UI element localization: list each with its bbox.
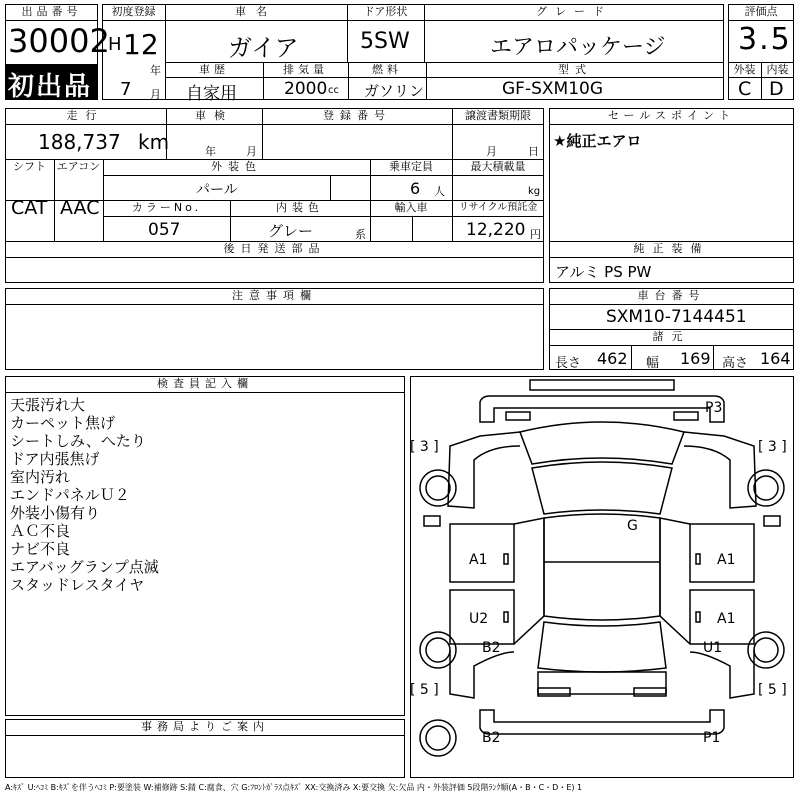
car-name: ガイア (228, 34, 299, 62)
model-label: 型式 (558, 63, 592, 76)
inspector-note: エアバッグランプ点滅 (10, 558, 159, 576)
car-name-label: 車名 (235, 5, 277, 18)
tire-rear-left-tread: [ 5 ] (410, 682, 439, 698)
ext-color-label: 外装色 (211, 160, 262, 173)
chassis-number: SXM10-7144451 (606, 307, 747, 327)
ac: AAC (60, 197, 100, 219)
int-color-label: 内装色 (276, 201, 324, 214)
model: GF-SXM10G (502, 79, 603, 99)
shift: CAT (11, 197, 48, 219)
capacity: 6 (410, 179, 421, 198)
equipment-label: 純正装備 (633, 242, 710, 255)
recycle-unit: 円 (530, 228, 541, 241)
inspector-note: エンドパネルＵ２ (10, 486, 130, 504)
length-label: 長さ (555, 356, 582, 371)
inspector-note: 天張汚れ大 (10, 396, 86, 414)
inspector-note: ＡＣ不良 (10, 522, 71, 540)
inspector-notes (10, 396, 159, 594)
int-color: グレー (268, 222, 314, 240)
score: 3.5 (738, 22, 792, 57)
damage-mark-b2-left: B2 (482, 640, 501, 656)
width: 169 (680, 349, 711, 368)
reg-year: 12 (123, 28, 159, 61)
mileage-unit: km (138, 130, 170, 154)
dims-label: 諸元 (652, 330, 691, 343)
displacement-unit: cc (328, 85, 339, 96)
displacement: 2000 (284, 79, 328, 99)
sales-point-text: ★純正エアロ (553, 132, 642, 150)
inspector-note: ドア内張焦げ (10, 450, 100, 468)
length: 462 (597, 349, 628, 368)
month-unit: 月 (150, 88, 161, 101)
grade: エアロパッケージ (490, 35, 666, 60)
mileage: 188,737 (38, 130, 121, 154)
first-listing-badge: 初出品 (8, 72, 93, 102)
import-label: 輸入車 (394, 201, 428, 214)
chassis-label: 車台番号 (637, 289, 706, 302)
insp-year-unit: 年 (205, 145, 216, 158)
era: H (108, 34, 122, 55)
fuel-label: 燃料 (372, 63, 402, 76)
max-load-unit: kg (528, 186, 541, 197)
damage-mark-u2: U2 (469, 611, 489, 627)
inspector-note: スタッドレスタイヤ (10, 576, 145, 594)
capacity-label: 乗車定員 (389, 160, 433, 173)
ac-label: エアコン (56, 160, 101, 173)
office-label: 事務局よりご案内 (141, 720, 269, 733)
damage-mark-b2-rear: B2 (482, 730, 501, 746)
tire-rear-right-tread: [ 5 ] (758, 682, 787, 698)
ext-color: パール (196, 182, 238, 198)
damage-mark-u1: U1 (703, 640, 723, 656)
caution-label: 注意事項欄 (232, 289, 317, 302)
transfer-month-unit: 月 (486, 145, 497, 158)
door-label: ドア形状 (363, 5, 408, 18)
damage-mark-p3: P3 (705, 400, 723, 416)
damage-mark-g: G (627, 518, 638, 534)
damage-mark-a1-right2: A1 (717, 611, 736, 627)
color-no-label: カラーNo. (131, 201, 202, 214)
inspector-note: カーペット焦げ (10, 414, 116, 432)
mileage-label: 走行 (66, 109, 105, 122)
capacity-unit: 人 (434, 185, 445, 198)
interior-grade: D (769, 78, 784, 100)
tire-front-left-tread: [ 3 ] (410, 439, 439, 455)
recycle-fee: 12,220 (466, 220, 526, 240)
legend: A:ｷｽﾞ U:ﾍｺﾐ B:ｷｽﾞを伴うﾍｺﾐ P:要塗装 W:補修跡 S:錆 C:腐食、穴 G:ﾌﾛﾝﾄｶﾞﾗｽ点ｷｽﾞ XX:交換済み X:要交換 欠:欠品 内・外装評価 5段階ﾗﾝｸ順(A・B・C・D・E) 1 (5, 783, 583, 792)
inspection-label: 車検 (195, 109, 233, 122)
damage-mark-a1-right: A1 (717, 552, 736, 568)
inspector-note: シートしみ、へたり (10, 432, 146, 450)
color-no: 057 (148, 220, 181, 240)
reg-month: 7 (120, 79, 132, 100)
max-load-label: 最大積載量 (470, 160, 526, 173)
later-parts-label: 後日発送部品 (223, 242, 326, 255)
history: 自家用 (186, 84, 237, 104)
int-color-unit: 系 (355, 228, 366, 241)
displacement-label: 排気量 (283, 63, 328, 76)
insp-month-unit: 月 (246, 145, 257, 158)
exterior-grade: C (738, 78, 752, 100)
height-label: 高さ (722, 356, 749, 371)
history-label: 車歴 (199, 63, 229, 76)
first-reg-label: 初度登録 (111, 5, 156, 18)
lot-number: 30002 (8, 22, 110, 60)
sales-point-label: セールスポイント (607, 109, 735, 122)
door-type: 5SW (360, 29, 410, 54)
grade-label: グレード (536, 5, 612, 18)
transfer-day-unit: 日 (528, 145, 539, 158)
score-label: 評価点 (744, 5, 778, 18)
damage-mark-p1: P1 (703, 730, 721, 746)
inspector-note: ナビ不良 (10, 540, 71, 558)
exterior-label: 外装 (733, 63, 756, 76)
interior-label: 内装 (766, 63, 789, 76)
width-label: 幅 (646, 356, 660, 371)
inspector-label: 検査員記入欄 (157, 377, 253, 390)
car-diagram (410, 376, 794, 778)
transfer-label: 譲渡書類期限 (465, 109, 531, 122)
recycle-label: リサイクル預託金 (458, 202, 538, 213)
damage-mark-a1-left: A1 (469, 552, 488, 568)
reg-no-label: 登録番号 (323, 109, 391, 122)
year-unit: 年 (150, 64, 161, 77)
inspector-note: 外装小傷有り (10, 504, 101, 522)
tire-front-right-tread: [ 3 ] (758, 439, 787, 455)
shift-label: シフト (13, 160, 46, 173)
lot-number-label: 出品番号 (21, 5, 82, 18)
equipment-text: アルミ PS PW (555, 263, 652, 281)
fuel: ガソリン (364, 82, 425, 100)
height: 164 (760, 349, 791, 368)
inspector-note: 室内汚れ (10, 468, 71, 486)
